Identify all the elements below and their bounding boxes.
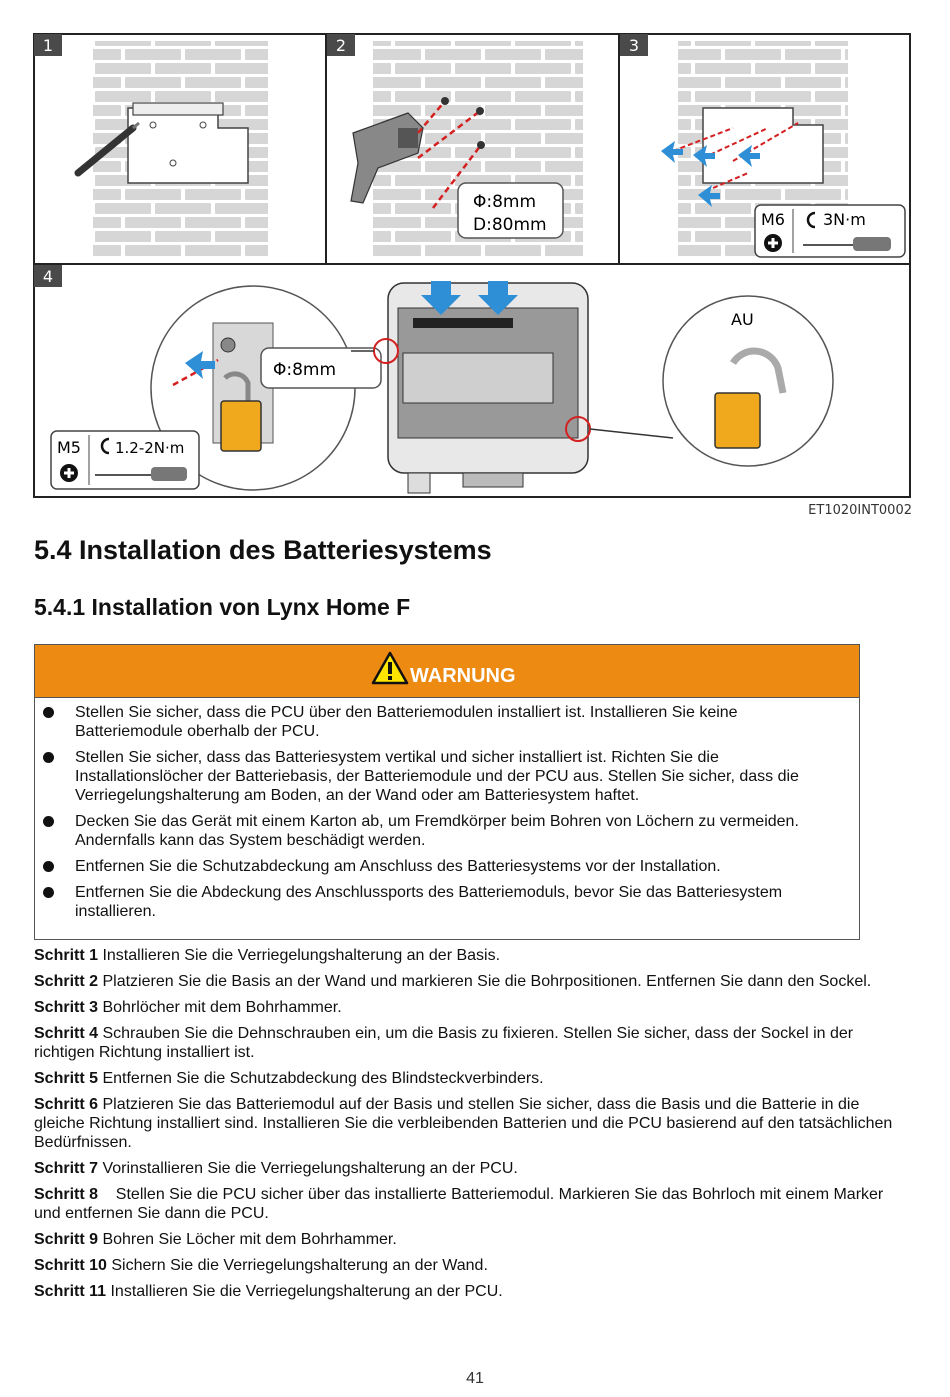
step-text: Entfernen Sie die Schutzabdeckung des Blindsteckverbinders.	[98, 1070, 544, 1087]
warning-triangle-icon	[371, 651, 409, 685]
step-item	[34, 1282, 904, 1301]
warning-title: WARNUNG	[410, 665, 516, 687]
panel-number-2: 2	[335, 36, 347, 55]
step-text: Installieren Sie die Verriegelungshalterung an der Basis.	[98, 947, 501, 964]
step-text: Sichern Sie die Verriegelungshalterung an der Wand.	[106, 1257, 488, 1274]
step-label: Schritt 2	[34, 973, 99, 990]
warning-item-text: Stellen Sie sicher, dass die PCU über den Batteriemodulen installiert ist. Installieren Sie keine Batteriemodule oberhalb der PCU.	[75, 704, 738, 740]
warning-item	[35, 812, 839, 850]
step-label: Schritt 3	[34, 999, 99, 1016]
warning-item	[35, 703, 839, 741]
screw-size-m5: M5	[57, 438, 81, 457]
step-item	[34, 998, 904, 1017]
step-label: Schritt 4	[34, 1025, 99, 1042]
screw-size-m6: M6	[761, 210, 785, 229]
warning-item	[35, 883, 839, 921]
step-text: Platzieren Sie die Basis an der Wand und markieren Sie die Bohrpositionen. Entfernen Sie dann den Sockel.	[98, 973, 872, 990]
warning-list	[35, 698, 859, 921]
warning-header	[35, 645, 859, 698]
bullet-icon	[43, 707, 54, 718]
warning-item-text: Stellen Sie sicher, dass das Batteriesystem vertikal und sicher installiert ist. Richten Sie die Installationslöcher der Batteriebasis, der Batteriemodule und der PCU aus. Stellen Sie sicher, dass die Verriegelungshalterung am Boden, an der Wand oder am Batteriesystem haftet.	[75, 749, 799, 804]
step-label: Schritt 11	[34, 1283, 107, 1300]
step-item	[34, 1185, 904, 1223]
step-item	[34, 1230, 904, 1249]
step-item	[34, 1159, 904, 1178]
step-label: Schritt 5	[34, 1070, 99, 1087]
step-item	[34, 1256, 904, 1275]
step-item	[34, 1069, 904, 1088]
step-label: Schritt 9	[34, 1231, 99, 1248]
pin-diameter-label: Φ:8mm	[273, 360, 337, 380]
drill-diameter-label: Φ:8mm	[473, 192, 537, 212]
panel-number-1: 1	[42, 36, 54, 55]
steps-list	[34, 946, 904, 1308]
warning-item-text: Entfernen Sie die Abdeckung des Anschlussports des Batteriemoduls, bevor Sie das Batteriesystem installieren.	[75, 884, 783, 920]
step-text: Stellen Sie die PCU sicher über das installierte Batteriemodul. Markieren Sie das Bohrloch mit einem Marker und entfernen Sie dann die PCU.	[34, 1186, 888, 1222]
warning-item-text: Entfernen Sie die Schutzabdeckung am Anschluss des Batteriesystems vor der Installation.	[75, 858, 721, 875]
drill-depth-label: D:80mm	[473, 215, 547, 235]
step-label: Schritt 6	[34, 1096, 99, 1113]
subsection-title: 5.4.1 Installation von Lynx Home F	[34, 594, 411, 620]
figure-code: ET1020INT0002	[808, 503, 912, 518]
torque-value-m5: 1.2-2N·m	[115, 439, 185, 457]
warning-item	[35, 857, 839, 876]
step-item	[34, 1024, 904, 1062]
step-text: Installieren Sie die Verriegelungshalterung an der PCU.	[106, 1283, 503, 1300]
warning-box	[34, 644, 860, 940]
step-text: Platzieren Sie das Batteriemodul auf der Basis und stellen Sie sicher, dass die Basis und die Batterie in die gleiche Richtung installiert sind. Installieren Sie die verbleibenden Batterien und die PCU basierend auf den tatsächlichen Bedürfnissen.	[34, 1096, 893, 1151]
step-item	[34, 946, 904, 965]
step-text: Vorinstallieren Sie die Verriegelungshalterung an der PCU.	[98, 1160, 518, 1177]
step-label: Schritt 7	[34, 1160, 99, 1177]
warning-item-text: Decken Sie das Gerät mit einem Karton ab, um Fremdkörper beim Bohren von Löchern zu vermeiden. Andernfalls kann das System beschädigt werden.	[75, 813, 799, 849]
step-text: Schrauben Sie die Dehnschrauben ein, um die Basis zu fixieren. Stellen Sie sicher, dass der Sockel in der richtigen Richtung installiert ist.	[34, 1025, 854, 1061]
step-text: Bohren Sie Löcher mit dem Bohrhammer.	[98, 1231, 397, 1248]
bullet-icon	[43, 861, 54, 872]
panel-number-4: 4	[42, 267, 54, 286]
step-label: Schritt 8	[34, 1186, 99, 1203]
au-label: AU	[731, 310, 754, 329]
bullet-icon	[43, 887, 54, 898]
panel-number-3: 3	[628, 36, 640, 55]
step-item	[34, 1095, 904, 1152]
step-label: Schritt 10	[34, 1257, 107, 1274]
bullet-icon	[43, 752, 54, 763]
step-text: Bohrlöcher mit dem Bohrhammer.	[98, 999, 342, 1016]
page-number: 41	[466, 1370, 484, 1387]
step-label: Schritt 1	[34, 947, 99, 964]
installation-figure	[33, 33, 911, 498]
bullet-icon	[43, 816, 54, 827]
section-title: 5.4 Installation des Batteriesystems	[34, 535, 492, 565]
torque-value-3nm: 3N·m	[823, 210, 866, 229]
warning-item	[35, 748, 839, 805]
step-item	[34, 972, 904, 991]
